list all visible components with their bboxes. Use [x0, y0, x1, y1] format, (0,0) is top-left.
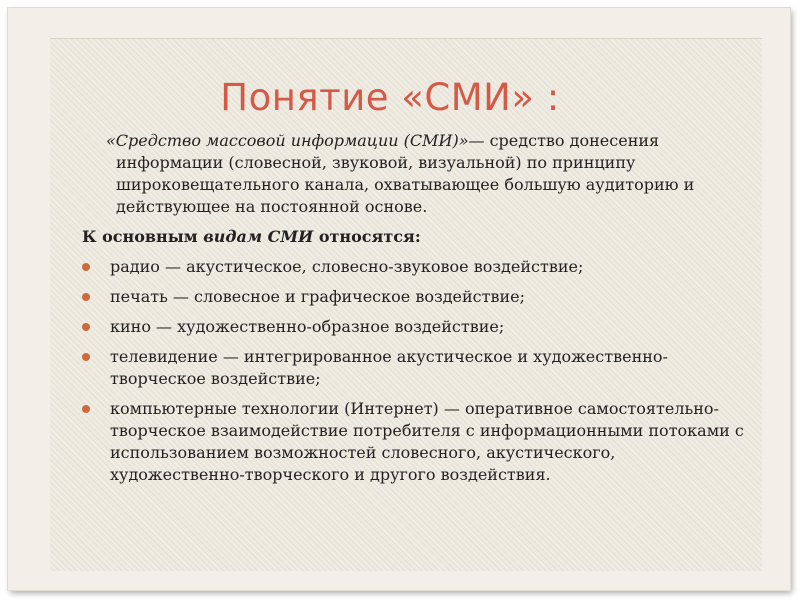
bullet-icon: [82, 405, 90, 413]
list-item-text: кино — художественно-образное воздействие;: [110, 317, 505, 336]
list-item-text: радио — акустическое, словесно-звуковое воздействие;: [110, 257, 584, 276]
types-lead-part3: относятся:: [313, 227, 421, 246]
list-item: [82, 316, 752, 338]
definition-text: — средство донесения информации (словесной, звуковой, визуальной) по принципу широковещательного канала, охватывающее большую аудиторию и действующее на постоянной основе.: [116, 131, 695, 216]
list-item-text: телевидение — интегрированное акустическое и художественно- творческое воздействие;: [110, 347, 668, 388]
list-item-text: компьютерные технологии (Интернет) — оперативное самостоятельно-творческое взаимодействие потребителя с информационными потоками с использованием возможностей словесного, акустического, художественно-творческого и другого воздействия.: [110, 399, 744, 484]
bullet-icon: [82, 293, 90, 301]
media-types-list: [82, 256, 752, 486]
list-item: [82, 398, 752, 486]
list-item-text: печать — словесное и графическое воздействие;: [110, 287, 526, 306]
list-item: [82, 286, 752, 308]
bullet-icon: [82, 353, 90, 361]
definition-paragraph: [82, 130, 752, 218]
slide-title: Понятие «СМИ» :: [220, 76, 560, 119]
list-item: [82, 256, 752, 278]
definition-term: «Средство массовой информации (СМИ)»: [106, 131, 469, 150]
bullet-icon: [82, 263, 90, 271]
list-item: [82, 346, 752, 390]
types-lead: [82, 226, 752, 248]
slide-content: [82, 130, 752, 494]
bullet-icon: [82, 323, 90, 331]
types-lead-part2: видам СМИ: [203, 227, 314, 246]
types-lead-part1: К основным: [82, 227, 204, 246]
